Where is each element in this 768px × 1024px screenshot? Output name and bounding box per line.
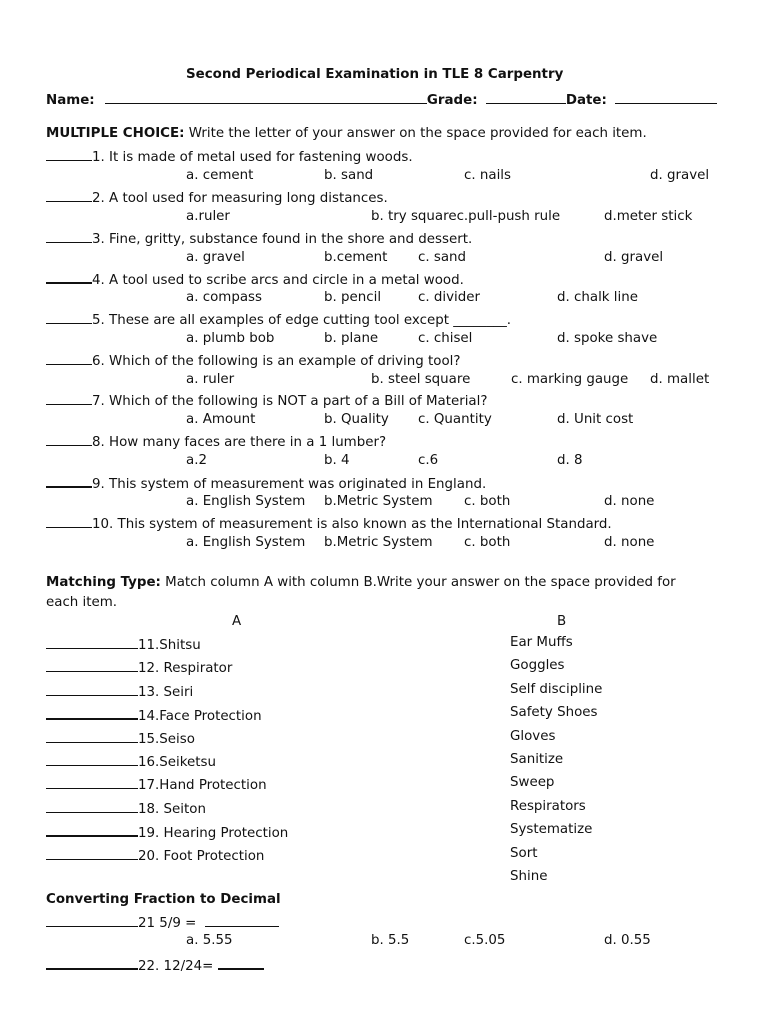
grade-label: Grade: (426, 93, 478, 108)
question-text: 4. A tool used to scribe arcs and circle in a metal wood. (92, 273, 464, 288)
matching-item-a (46, 657, 232, 678)
grade-blank[interactable] (486, 89, 566, 104)
matching-item-b: Systematize (510, 822, 593, 838)
answer-blank[interactable] (46, 350, 92, 365)
choice-d: d. 8 (557, 452, 583, 468)
matching-item-b: Respirators (510, 798, 586, 814)
matching-instruction-row (46, 574, 676, 592)
choice-b: b. sand (324, 167, 374, 183)
choice-d: d. Unit cost (557, 411, 634, 427)
matching-item-b: Sweep (510, 775, 555, 791)
choice-b: b. 4 (324, 452, 350, 468)
mc-instruction-row (46, 125, 647, 143)
choice-b: b. pencil (324, 289, 382, 305)
matching-item-a (46, 774, 267, 795)
answer-blank[interactable] (46, 146, 92, 161)
matching-item-a (46, 821, 288, 843)
date-label: Date: (565, 93, 607, 108)
choice-a: a. ruler (186, 371, 235, 387)
choice-d: d. spoke shave (557, 330, 658, 346)
inline-blank (218, 954, 264, 970)
answer-blank[interactable] (46, 954, 138, 970)
matching-item-a (46, 634, 201, 655)
answer-blank[interactable] (46, 228, 92, 243)
matching-item-a (46, 845, 264, 866)
q21-choice-c: c.5.05 (464, 933, 506, 948)
name-row (46, 89, 717, 110)
matching-item-label: 15.Seiso (138, 731, 195, 747)
answer-blank[interactable] (46, 821, 138, 837)
answer-blank[interactable] (46, 728, 138, 743)
mc-question-4 (46, 268, 464, 290)
mc-question-1 (46, 146, 413, 167)
question-text: 22. 12/24= (138, 959, 214, 974)
choice-b: b. plane (324, 330, 379, 346)
matching-item-a (46, 798, 206, 819)
question-text: 10. This system of measurement is also known as the International Standard. (92, 517, 612, 532)
question-21 (46, 912, 279, 933)
choice-c: c. both (464, 493, 511, 509)
choice-c: c. Quantity (418, 411, 492, 427)
answer-blank[interactable] (46, 774, 138, 789)
matching-instruction-cont: each item. (46, 595, 118, 610)
matching-item-a (46, 681, 193, 702)
inline-blank (205, 912, 279, 927)
mc-question-9 (46, 472, 486, 494)
mc-question-7 (46, 390, 487, 411)
question-22 (46, 954, 264, 976)
mc-question-6 (46, 350, 460, 371)
choice-b: b. try squarec.pull-push rule (371, 208, 561, 224)
date-blank[interactable] (615, 89, 717, 104)
matching-item-b: Goggles (510, 658, 565, 674)
choice-b: b.Metric System (324, 534, 433, 550)
choice-d: d. gravel (650, 167, 710, 183)
answer-blank[interactable] (46, 681, 138, 696)
matching-item-label: 14.Face Protection (138, 709, 262, 725)
choice-a: a.ruler (186, 208, 230, 224)
choice-c: c. both (464, 534, 511, 550)
mc-heading: MULTIPLE CHOICE: (46, 126, 185, 141)
fraction-heading: Converting Fraction to Decimal (46, 892, 281, 907)
mc-question-3 (46, 228, 472, 249)
choice-b: b.cement (324, 249, 388, 265)
answer-blank[interactable] (46, 187, 92, 202)
matching-item-b: Safety Shoes (510, 705, 598, 721)
matching-item-a (46, 704, 262, 726)
matching-instruction: Match column A with column B.Write your answer on the space provided for (165, 575, 676, 590)
matching-item-a (46, 751, 216, 772)
answer-blank[interactable] (46, 634, 138, 649)
answer-blank[interactable] (46, 513, 92, 528)
answer-blank[interactable] (46, 472, 92, 488)
question-text: 1. It is made of metal used for fastening woods. (92, 150, 413, 165)
matching-item-b: Self discipline (510, 681, 603, 697)
q21-choice-a: a. 5.55 (186, 933, 233, 948)
choice-b: b.Metric System (324, 493, 433, 509)
choice-d: d. gravel (604, 249, 664, 265)
matching-item-label: 12. Respirator (138, 661, 233, 677)
name-blank[interactable] (105, 89, 427, 104)
choice-a: a. gravel (186, 249, 245, 265)
matching-item-b: Shine (510, 869, 548, 884)
matching-item-b: Gloves (510, 728, 556, 744)
choice-a: a. compass (186, 289, 262, 305)
matching-item-a (46, 728, 195, 749)
choice-a: a. plumb bob (186, 330, 275, 346)
question-text: 2. A tool used for measuring long distances. (92, 191, 388, 206)
answer-blank[interactable] (46, 268, 92, 284)
choice-a: a. English System (186, 534, 306, 550)
column-b-header: B (557, 614, 567, 629)
answer-blank[interactable] (46, 845, 138, 860)
choice-c: c. chisel (418, 330, 473, 346)
choice-b: b. steel square (371, 371, 471, 387)
answer-blank[interactable] (46, 912, 138, 927)
q21-choice-d: d. 0.55 (604, 933, 651, 948)
mc-question-8 (46, 431, 386, 452)
choice-c: c.6 (418, 452, 439, 468)
choice-c: c. divider (418, 289, 480, 305)
choice-c: c. sand (418, 249, 467, 265)
exam-title: Second Periodical Examination in TLE 8 Carpentry (186, 67, 564, 82)
matching-item-label: 19. Hearing Protection (138, 826, 289, 842)
matching-item-label: 20. Foot Protection (138, 848, 265, 864)
mc-question-10 (46, 513, 612, 534)
name-label: Name: (46, 93, 95, 108)
q21-choice-b: b. 5.5 (371, 933, 410, 948)
choice-d: d. none (604, 534, 655, 550)
column-a-header: A (232, 614, 242, 629)
matching-item-label: 17.Hand Protection (138, 778, 267, 794)
question-text: 8. How many faces are there in a 1 lumber? (92, 435, 387, 450)
choice-a: a.2 (186, 452, 207, 468)
choice-a: a. Amount (186, 411, 256, 427)
matching-item-b: Sort (510, 845, 538, 861)
answer-blank[interactable] (46, 309, 92, 324)
answer-blank[interactable] (46, 704, 138, 720)
matching-item-label: 16.Seiketsu (138, 755, 216, 770)
question-text: 3. Fine, gritty, substance found in the shore and dessert. (92, 232, 473, 247)
choice-c: c. marking gauge (511, 371, 629, 387)
answer-blank[interactable] (46, 798, 138, 813)
matching-heading: Matching Type: (46, 575, 161, 590)
choice-d: d.meter stick (604, 208, 693, 224)
question-text: 21 5/9 = (138, 916, 197, 931)
answer-blank[interactable] (46, 657, 138, 672)
mc-instruction: Write the letter of your answer on the space provided for each item. (188, 126, 647, 141)
choice-a: a. English System (186, 493, 306, 509)
choice-b: b. Quality (324, 411, 389, 427)
mc-question-2 (46, 187, 388, 208)
choice-c: c. nails (464, 167, 511, 183)
choice-a: a. cement (186, 167, 254, 183)
question-text: 6. Which of the following is an example of driving tool? (92, 354, 461, 369)
matching-item-label: 11.Shitsu (138, 638, 201, 653)
choice-d: d. chalk line (557, 289, 638, 305)
matching-item-b: Sanitize (510, 752, 564, 767)
question-text: 7. Which of the following is NOT a part of a Bill of Material? (92, 394, 488, 409)
matching-item-label: 13. Seiri (138, 684, 194, 700)
choice-d: d. mallet (650, 371, 710, 387)
question-text: 9. This system of measurement was originated in England. (92, 477, 487, 492)
matching-item-b: Ear Muffs (510, 635, 573, 650)
answer-blank[interactable] (46, 431, 92, 446)
answer-blank[interactable] (46, 390, 92, 405)
answer-blank[interactable] (46, 751, 138, 766)
choice-d: d. none (604, 493, 655, 509)
matching-item-label: 18. Seiton (138, 801, 206, 817)
question-text: 5. These are all examples of edge cutting tool except ________. (92, 313, 512, 328)
mc-question-5 (46, 309, 511, 330)
